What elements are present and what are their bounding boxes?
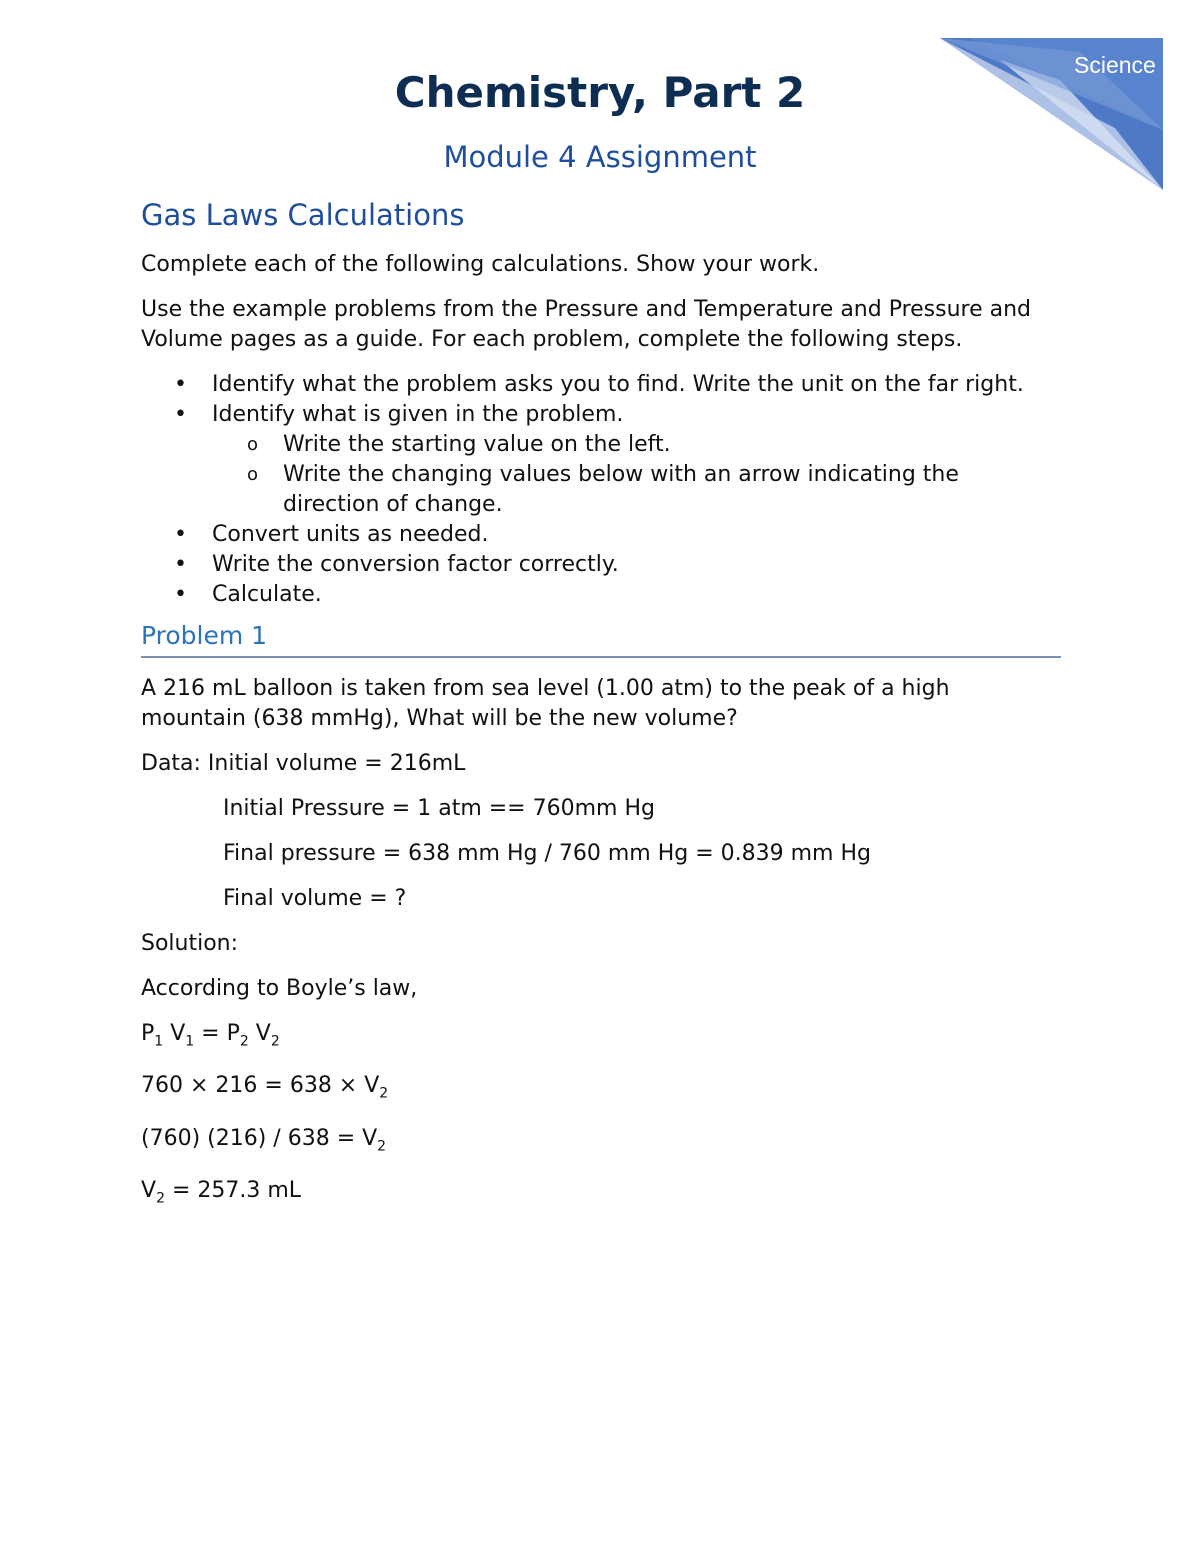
final-pressure: Final pressure = 638 mm Hg / 760 mm Hg = 0.839 mm Hg	[223, 841, 871, 866]
final-volume: Final volume = ?	[223, 886, 407, 911]
list-item: • Convert units as needed.	[212, 520, 1061, 550]
list-item: o Write the starting value on the left.	[283, 430, 1061, 460]
law-text: According to Boyle’s law,	[141, 976, 418, 1001]
list-item: • Calculate.	[212, 580, 1061, 610]
equation-4: $V_2 = 257.3$ mL	[141, 1178, 302, 1207]
data-line: Data: Initial volume = 216mL	[141, 751, 466, 776]
list-item: o Write the changing values below with an arrow indicating the direction of change.	[283, 460, 1061, 520]
problem-heading: Problem 1	[141, 620, 1061, 658]
section-heading: Gas Laws Calculations	[141, 198, 465, 232]
list-item: • Identify what the problem asks you to find. Write the unit on the far right.	[212, 370, 1061, 400]
document-body	[141, 195, 1061, 1229]
equation-2: $760 \times 216 = 638 \times V_2$	[141, 1073, 389, 1102]
equation-1: $P_1$ $V_1 = P_2$ $V_2$	[141, 1021, 280, 1050]
document-title: Chemistry, Part 2	[394, 68, 806, 117]
steps-list	[141, 370, 1061, 610]
initial-pressure: Initial Pressure = 1 atm == 760mm Hg	[223, 796, 655, 821]
list-item: • Identify what is given in the problem. o Write the starting value on the left. o Write the changing values below with an arrow indicating the direction of change.	[212, 400, 1061, 520]
solution-label: Solution:	[141, 931, 239, 956]
substeps-list	[212, 430, 1061, 520]
list-item: • Write the conversion factor correctly.	[212, 550, 1061, 580]
equation-3: (760) $(216) / 638 = V_2$	[141, 1125, 387, 1155]
problem-question: A 216 mL balloon is taken from sea level (1.00 atm) to the peak of a high mountain (638 mmHg), What will be the new volume?	[141, 676, 950, 731]
intro-text: Complete each of the following calculations. Show your work.	[141, 252, 820, 277]
science-badge: Science	[1074, 52, 1156, 78]
guide-text: Use the example problems from the Pressure and Temperature and Pressure and Volume pages as a guide. For each problem, complete the following steps.	[141, 297, 1032, 352]
document-subtitle: Module 4 Assignment	[443, 140, 757, 174]
